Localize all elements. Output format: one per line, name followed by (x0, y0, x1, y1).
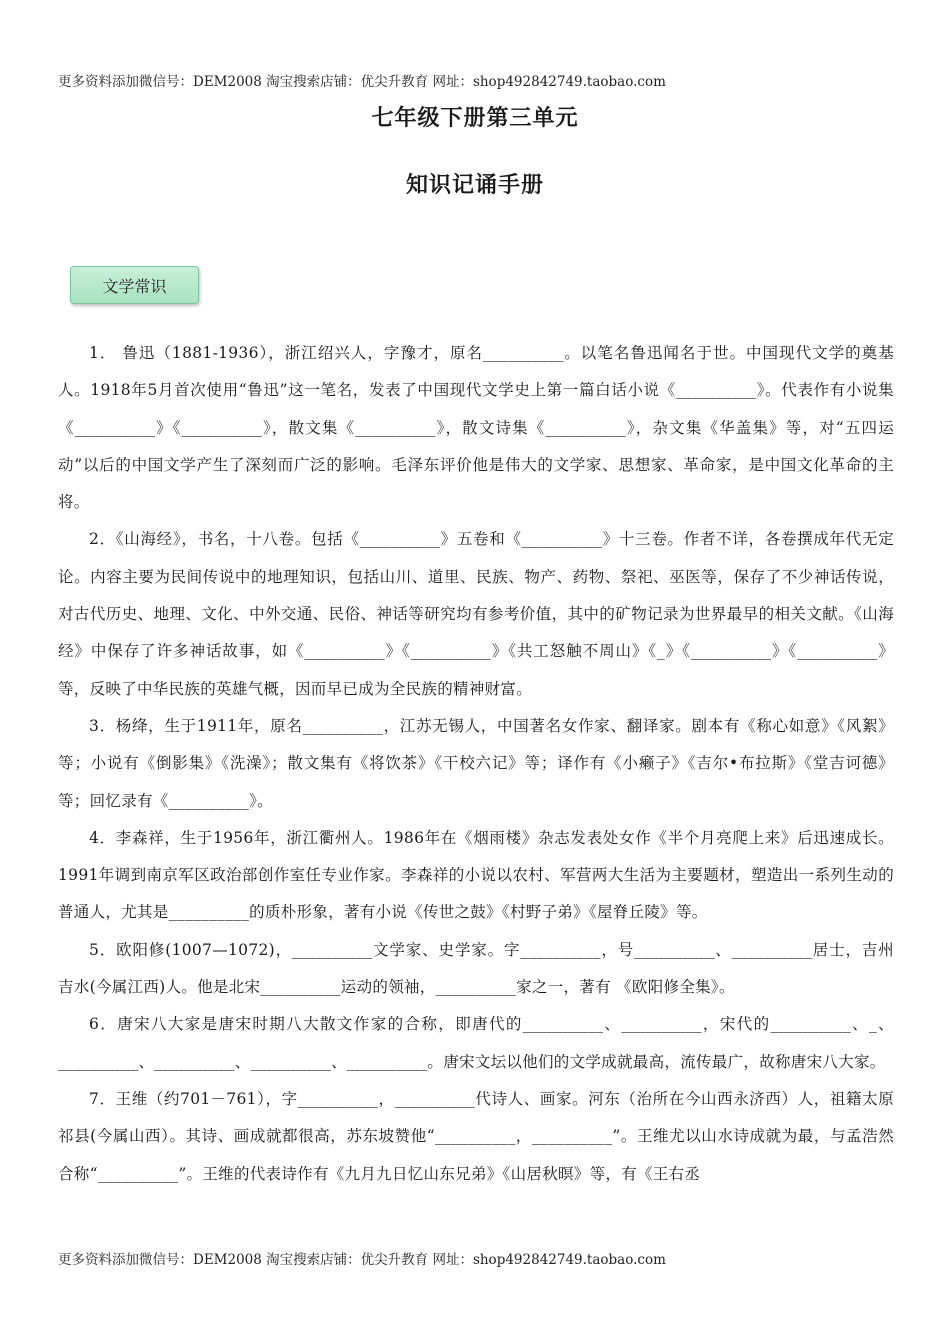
page-header: 更多资料添加微信号：DEM2008 淘宝搜索店铺：优尖升教育 网址：shop492842749.taobao.com (58, 74, 666, 90)
section-label-badge: 文学常识 (70, 266, 199, 304)
paragraph-4: 4．李森祥，生于1956年，浙江衢州人。1986年在《烟雨楼》杂志发表处女作《半个月亮爬上来》后迅速成长。1991年调到南京军区政治部创作室任专业作家。李森祥的小说以农村、军营两大生活为主要题材，塑造出一系列生动的普通人，尤其是__________的质朴形象，著有小说《传世之鼓》《村野子弟》《屋脊丘陵》等。 (58, 828, 894, 922)
content-body (58, 335, 894, 1193)
paragraph-6: 6．唐宋八大家是唐宋时期八大散文作家的合称，即唐代的__________、__________，宋代的__________、_、__________、__________、__________、__________。唐宋文坛以他们的文学成就最高，流传最广，故称唐宋八大家。 (58, 1015, 894, 1071)
page-title: 七年级下册第三单元 (371, 105, 579, 131)
paragraph-7: 7．王维（约701－761），字__________，__________代诗人、画家。河东（治所在今山西永济西）人，祖籍太原祁县(今属山西）。其诗、画成就都很高，苏东坡赞他“__________，__________”。王维尤以山水诗成就为最，与孟浩然合称“__________”。王维的代表诗作有《九月九日忆山东兄弟》《山居秋暝》等，有《王右丞 (58, 1089, 894, 1183)
paragraph-1: 1． 鲁迅（1881-1936），浙江绍兴人，字豫才，原名__________。以笔名鲁迅闻名于世。中国现代文学的奠基人。1918年5月首次使用“鲁迅”这一笔名，发表了中国现代文学史上第一篇白话小说《__________》。代表作有小说集《__________》《__________》，散文集《__________》，散文诗集《__________》，杂文集《华盖集》等，对“五四运动”以后的中国文学产生了深刻而广泛的影响。毛泽东评价他是伟大的文学家、思想家、革命家，是中国文化革命的主将。 (58, 344, 894, 512)
paragraph-5: 5．欧阳修(1007—1072)，__________文学家、史学家。字__________，号__________、__________居士，吉州吉水(今属江西)人。他是北宋__________运动的领袖，__________家之一，著有 《欧阳修全集》。 (58, 940, 894, 997)
paragraph-2: 2．《山海经》，书名，十八卷。包括《__________》五卷和《__________》十三卷。作者不详，各卷撰成年代无定论。内容主要为民间传说中的地理知识，包括山川、道里、民族、物产、药物、祭祀、巫医等，保存了不少神话传说，对古代历史、地理、文化、中外交通、民俗、神话等研究均有参考价值，其中的矿物记录为世界最早的相关文献。《山海经》中保存了许多神话故事，如《__________》《__________》《共工怒触不周山》《_》《__________》《__________》等，反映了中华民族的英雄气概，因而早已成为全民族的精神财富。 (58, 530, 894, 698)
page-subtitle: 知识记诵手册 (405, 172, 544, 198)
page-footer: 更多资料添加微信号：DEM2008 淘宝搜索店铺：优尖升教育 网址：shop492842749.taobao.com (58, 1252, 666, 1268)
paragraph-3: 3．杨绛，生于1911年，原名__________，江苏无锡人，中国著名女作家、翻译家。剧本有《称心如意》《风絮》等；小说有《倒影集》《洗澡》；散文集有《将饮茶》《干校六记》等；译作有《小癞子》《吉尔•布拉斯》《堂吉诃德》等；回忆录有《__________》。 (58, 716, 894, 810)
